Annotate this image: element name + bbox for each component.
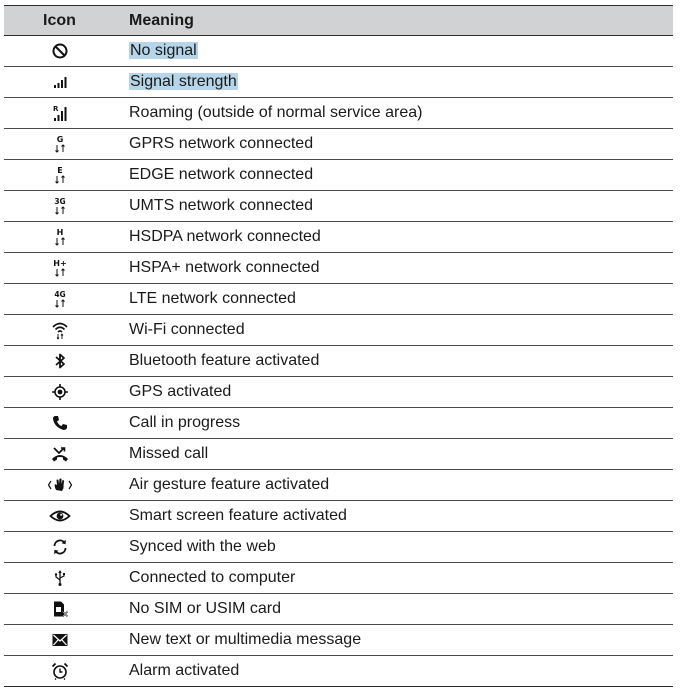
svg-text:3G: 3G xyxy=(53,197,66,206)
call-icon xyxy=(51,414,69,432)
table-row xyxy=(4,377,673,408)
table-row xyxy=(4,67,673,98)
table-row xyxy=(4,36,673,67)
meaning-text: Signal strength xyxy=(130,73,237,90)
table-row xyxy=(4,408,673,439)
no-signal-icon xyxy=(51,42,69,60)
message-icon xyxy=(51,632,69,648)
no-sim-icon xyxy=(51,600,69,618)
meaning-text: No signal xyxy=(130,42,197,59)
svg-text:4G: 4G xyxy=(53,290,66,299)
signal-strength-icon xyxy=(51,73,69,91)
umts-icon xyxy=(50,195,70,217)
meaning-text: Smart screen feature activated xyxy=(115,501,673,532)
meaning-text: HSPA+ network connected xyxy=(115,253,673,284)
header-icon: Icon xyxy=(4,6,115,36)
table-row xyxy=(4,470,673,501)
header-meaning: Meaning xyxy=(115,6,673,36)
table-row xyxy=(4,563,673,594)
meaning-text: UMTS network connected xyxy=(115,191,673,222)
meaning-text: Roaming (outside of normal service area) xyxy=(115,98,673,129)
table-row xyxy=(4,315,673,346)
meaning-text: Bluetooth feature activated xyxy=(115,346,673,377)
meaning-text: New text or multimedia message xyxy=(115,625,673,656)
table-row xyxy=(4,98,673,129)
meaning-text: GPRS network connected xyxy=(115,129,673,160)
table-row xyxy=(4,222,673,253)
meaning-text: GPS activated xyxy=(115,377,673,408)
table-row xyxy=(4,594,673,625)
usb-icon xyxy=(52,569,68,587)
table-row xyxy=(4,501,673,532)
table-row xyxy=(4,439,673,470)
hspa-plus-icon xyxy=(50,257,70,279)
wifi-icon xyxy=(50,320,70,340)
meaning-text: Air gesture feature activated xyxy=(115,470,673,501)
missed-call-icon xyxy=(50,445,70,463)
smart-screen-icon xyxy=(49,508,71,524)
meaning-text: Connected to computer xyxy=(115,563,673,594)
sync-icon xyxy=(51,538,69,556)
meaning-text: Missed call xyxy=(115,439,673,470)
table-row xyxy=(4,656,673,687)
hsdpa-icon xyxy=(50,226,70,248)
bluetooth-icon xyxy=(52,352,68,370)
meaning-text: Wi-Fi connected xyxy=(115,315,673,346)
gprs-icon xyxy=(50,133,70,155)
svg-text:H+: H+ xyxy=(52,259,67,268)
meaning-text: Call in progress xyxy=(115,408,673,439)
lte-icon xyxy=(50,288,70,310)
svg-text:H: H xyxy=(56,228,63,237)
table-row xyxy=(4,532,673,563)
alarm-icon xyxy=(51,662,69,680)
gps-icon xyxy=(51,383,69,401)
table-row xyxy=(4,191,673,222)
meaning-text: HSDPA network connected xyxy=(115,222,673,253)
table-row xyxy=(4,346,673,377)
table-row xyxy=(4,284,673,315)
meaning-text: Synced with the web xyxy=(115,532,673,563)
status-icons-table xyxy=(4,5,673,687)
table-row xyxy=(4,625,673,656)
meaning-text: LTE network connected xyxy=(115,284,673,315)
table-row xyxy=(4,253,673,284)
table-row xyxy=(4,129,673,160)
roaming-icon xyxy=(50,103,70,123)
edge-icon xyxy=(50,164,70,186)
meaning-text: No SIM or USIM card xyxy=(115,594,673,625)
svg-text:G: G xyxy=(56,135,63,144)
table-row xyxy=(4,160,673,191)
table-header-row xyxy=(4,6,673,36)
air-gesture-icon xyxy=(47,476,73,494)
meaning-text: EDGE network connected xyxy=(115,160,673,191)
svg-text:E: E xyxy=(56,166,63,175)
meaning-text: Alarm activated xyxy=(115,656,673,687)
svg-text:R: R xyxy=(52,105,58,113)
